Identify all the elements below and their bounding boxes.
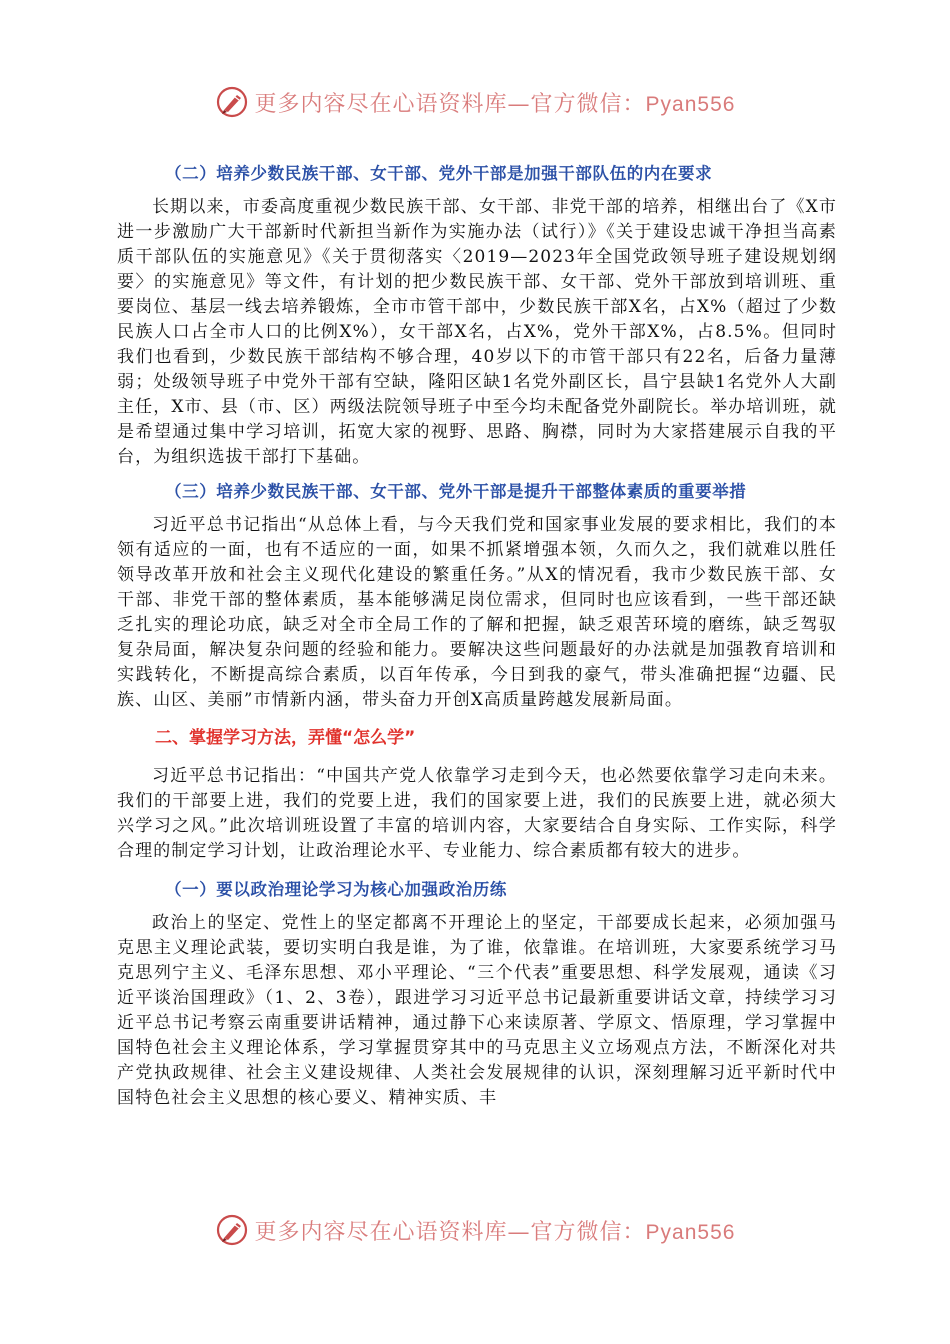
paragraph-4: 政治上的坚定、党性上的坚定都离不开理论上的坚定，干部要成长起来，必须加强马克思主义理论武装，要切实明白我是谁，为了谁，依靠谁。在培训班，大家要系统学习马克思列宁主义、毛泽东思想、邓小平理论、“三个代表”重要思想、科学发展观，通读《习近平谈治国理政》（1、2、3卷），跟进学习习近平总书记最新重要讲话文章，持续学习习近平总书记考察云南重要讲话精神，通过静下心来读原著、学原文、悟原理，学习掌握中国特色社会主义理论体系，学习掌握贯穿其中的马克思主义立场观点方法，不断深化对共产党执政规律、社会主义建设规律、人类社会发展规律的认识，深刻理解习近平新时代中国特色社会主义思想的核心要义、精神实质、丰 xyxy=(117,913,837,1108)
banner-text xyxy=(255,87,736,118)
banner-label: 更多内容尽在心语资料库—官方微信： xyxy=(254,91,646,117)
pen-logo-icon xyxy=(215,85,249,119)
banner-wechat-id: Pyan556 xyxy=(645,92,736,116)
header-banner xyxy=(0,80,950,124)
header-banner-inner xyxy=(215,85,736,119)
chapter-heading-2: 二、掌握学习方法，弄懂“怎么学” xyxy=(155,728,416,748)
section-heading-1: （一）要以政治理论学习为核心加强政治历练 xyxy=(165,880,507,899)
banner-wechat-id: Pyan556 xyxy=(645,1220,736,1244)
footer-banner-inner xyxy=(215,1213,736,1247)
pen-logo-icon xyxy=(215,1213,249,1247)
section-heading-3: （三）培养少数民族干部、女干部、党外干部是提升干部整体素质的重要举措 xyxy=(165,482,747,501)
banner-label: 更多内容尽在心语资料库—官方微信： xyxy=(254,1219,646,1245)
banner-text xyxy=(255,1215,736,1246)
paragraph-2: 习近平总书记指出“从总体上看，与今天我们党和国家事业发展的要求相比，我们的本领有适应的一面，也有不适应的一面，如果不抓紧增强本领，久而久之，我们就难以胜任领导改革开放和社会主义现代化建设的繁重任务。”从X的情况看，我市少数民族干部、女干部、非党干部的整体素质，基本能够满足岗位需求，但同时也应该看到，一些干部还缺乏扎实的理论功底，缺乏对全市全局工作的了解和把握，缺乏艰苦环境的磨练，缺乏驾驭复杂局面，解决复杂问题的经验和能力。要解决这些问题最好的办法就是加强教育培训和实践转化，不断提高综合素质，以百年传承，今日到我的豪气，带头准确把握“边疆、民族、山区、美丽”市情新内涵，带头奋力开创X高质量跨越发展新局面。 xyxy=(117,515,837,710)
document-body xyxy=(117,160,837,1111)
footer-banner xyxy=(0,1208,950,1252)
paragraph-1: 长期以来，市委高度重视少数民族干部、女干部、非党干部的培养，相继出台了《X市进一步激励广大干部新时代新担当新作为实施办法（试行）》《关于建设忠诚干净担当高素质干部队伍的实施意见》《关于贯彻落实〈2019—2023年全国党政领导班子建设规划纲要〉的实施意见》等文件，有计划的把少数民族干部、女干部、党外干部放到培训班、重要岗位、基层一线去培养锻炼，全市市管干部中，少数民族干部X名，占X%（超过了少数民族人口占全市人口的比例X%），女干部X名，占X%，党外干部X%，占8.5%。但同时我们也看到，少数民族干部结构不够合理，40岁以下的市管干部只有22名，后备力量薄弱；处级领导班子中党外干部有空缺，隆阳区缺1名党外副区长，昌宁县缺1名党外人大副主任，X市、县（市、区）两级法院领导班子中至今均未配备党外副院长。举办培训班，就是希望通过集中学习培训，拓宽大家的视野、思路、胸襟，同时为大家搭建展示自我的平台，为组织选拔干部打下基础。 xyxy=(117,197,837,467)
paragraph-3: 习近平总书记指出：“中国共产党人依靠学习走到今天，也必然要依靠学习走向未来。我们的干部要上进，我们的党要上进，我们的国家要上进，我们的民族要上进，就必须大兴学习之风。”此次培训班设置了丰富的培训内容，大家要结合自身实际、工作实际，科学合理的制定学习计划，让政治理论水平、专业能力、综合素质都有较大的进步。 xyxy=(117,766,837,861)
section-heading-2: （二）培养少数民族干部、女干部、党外干部是加强干部队伍的内在要求 xyxy=(165,164,713,183)
